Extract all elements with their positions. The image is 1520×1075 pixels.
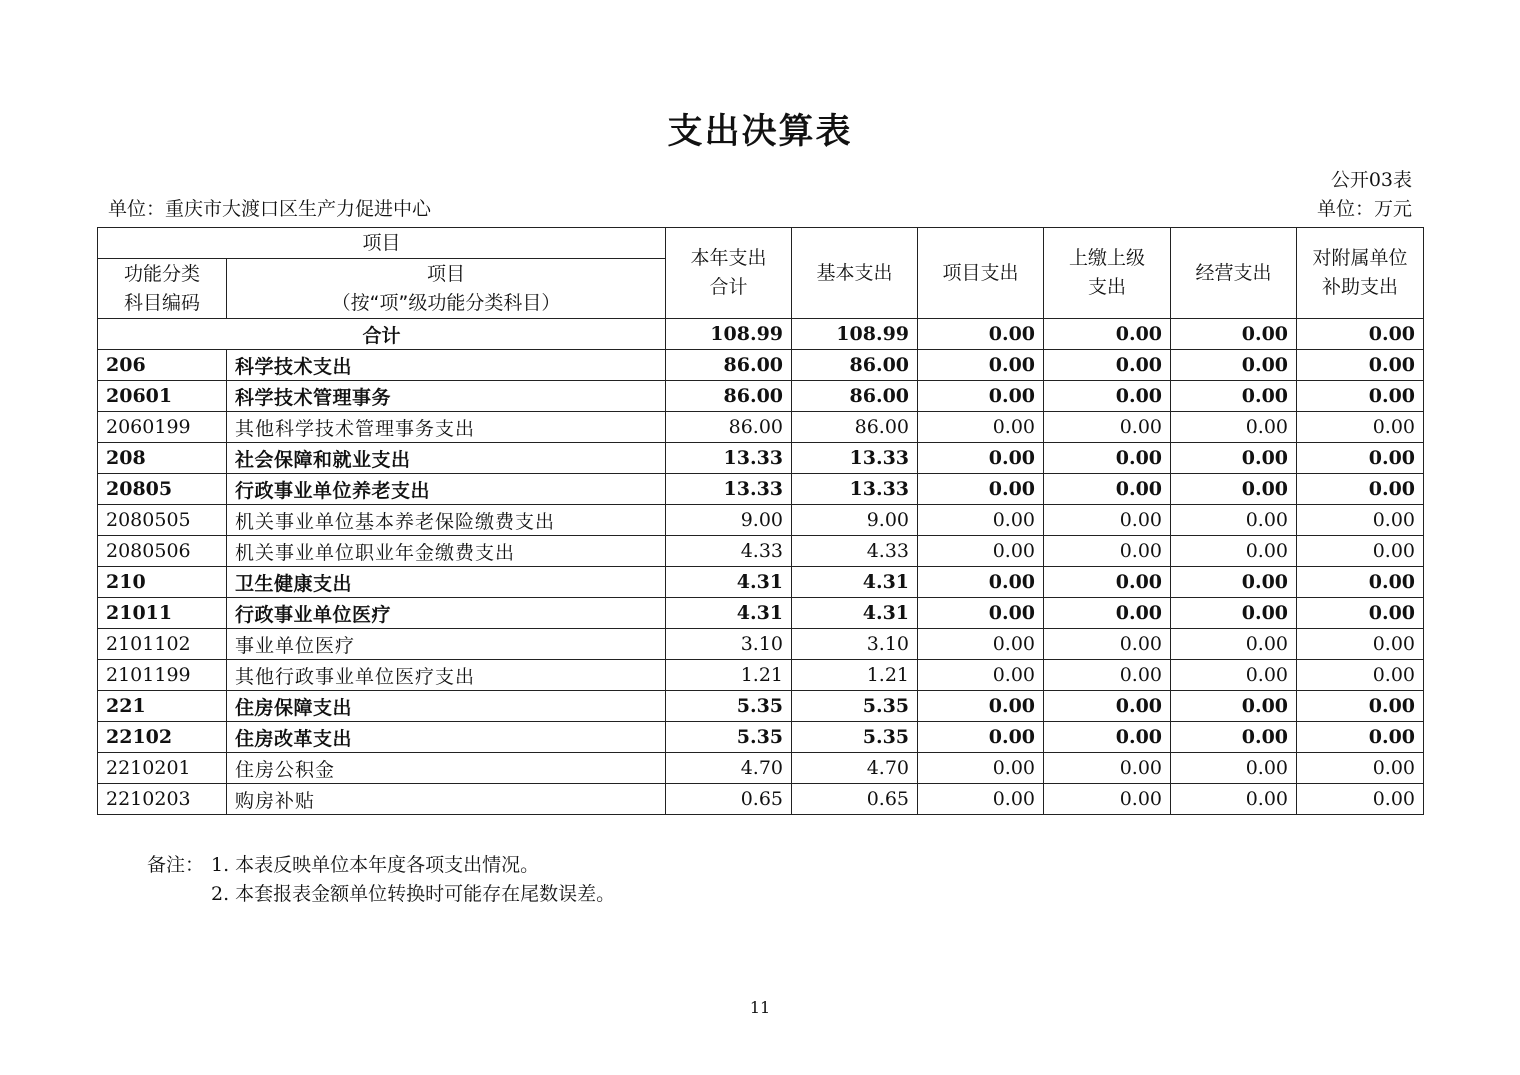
cell-total: 5.35 [666,691,792,722]
header-basic: 基本支出 [792,228,918,319]
cell-business: 0.00 [1171,412,1297,443]
cell-remit: 0.00 [1044,567,1171,598]
cell-name: 机关事业单位基本养老保险缴费支出 [227,505,666,536]
cell-subsidy: 0.00 [1297,412,1424,443]
header-business: 经营支出 [1171,228,1297,319]
header-total-line2: 合计 [709,276,748,298]
header-code-line1: 功能分类 [123,262,200,285]
cell-project: 0.00 [918,691,1044,722]
cell-subsidy: 0.00 [1297,443,1424,474]
cell-total: 4.31 [666,567,792,598]
table-row [98,474,1424,505]
cell-name: 卫生健康支出 [227,567,666,598]
header-project: 项目支出 [918,228,1044,319]
cell-code: 206 [98,350,227,381]
reporting-unit: 单位：重庆市大渡口区生产力促进中心 [108,198,432,220]
header-code-line2: 科目编码 [123,291,200,314]
cell-code: 22102 [98,722,227,753]
cell-subsidy: 0.00 [1297,598,1424,629]
cell-subsidy: 0.00 [1297,319,1424,350]
table-row [98,753,1424,784]
table-row [98,443,1424,474]
cell-code: 208 [98,443,227,474]
cell-project: 0.00 [918,660,1044,691]
cell-basic: 4.70 [792,753,918,784]
cell-total: 108.99 [666,319,792,350]
cell-code: 210 [98,567,227,598]
cell-project: 0.00 [918,412,1044,443]
cell-total: 86.00 [666,412,792,443]
cell-project: 0.00 [918,784,1044,815]
cell-code: 21011 [98,598,227,629]
table-row [98,350,1424,381]
expenditure-table [97,227,1424,815]
cell-remit: 0.00 [1044,691,1171,722]
cell-code: 2080506 [98,536,227,567]
header-total [666,228,792,319]
cell-total: 13.33 [666,443,792,474]
header-row-1 [98,228,1424,259]
header-remit [1044,228,1171,319]
cell-remit: 0.00 [1044,629,1171,660]
header-subsidy-line2: 补助支出 [1322,276,1399,298]
cell-subsidy: 0.00 [1297,660,1424,691]
cell-name: 行政事业单位养老支出 [227,474,666,505]
cell-project: 0.00 [918,629,1044,660]
notes [147,851,615,909]
cell-remit: 0.00 [1044,753,1171,784]
note-item: 2. 本套报表金额单位转换时可能存在尾数误差。 [211,883,616,905]
cell-code: 20601 [98,381,227,412]
cell-business: 0.00 [1171,474,1297,505]
cell-remit: 0.00 [1044,412,1171,443]
cell-code: 2210203 [98,784,227,815]
header-total-line1: 本年支出 [690,247,767,269]
cell-business: 0.00 [1171,784,1297,815]
cell-total: 1.21 [666,660,792,691]
cell-basic: 1.21 [792,660,918,691]
cell-name: 其他行政事业单位医疗支出 [227,660,666,691]
cell-subsidy: 0.00 [1297,350,1424,381]
cell-subsidy: 0.00 [1297,381,1424,412]
cell-subsidy: 0.00 [1297,691,1424,722]
cell-total: 5.35 [666,722,792,753]
cell-total: 9.00 [666,505,792,536]
page-number: 11 [749,998,771,1017]
cell-business: 0.00 [1171,753,1297,784]
cell-code: 221 [98,691,227,722]
table-row [98,412,1424,443]
cell-basic: 86.00 [792,350,918,381]
cell-project: 0.00 [918,722,1044,753]
cell-name: 购房补贴 [227,784,666,815]
cell-basic: 3.10 [792,629,918,660]
cell-remit: 0.00 [1044,660,1171,691]
note-item: 1. 本表反映单位本年度各项支出情况。 [211,854,540,876]
notes-label: 备注： [147,854,205,876]
cell-basic: 9.00 [792,505,918,536]
header-subsidy-line1: 对附属单位 [1312,247,1408,269]
header-name-line2: （按“项”级功能分类科目） [331,291,561,314]
cell-basic: 86.00 [792,412,918,443]
cell-project: 0.00 [918,443,1044,474]
cell-name: 社会保障和就业支出 [227,443,666,474]
cell-project: 0.00 [918,474,1044,505]
cell-business: 0.00 [1171,598,1297,629]
cell-remit: 0.00 [1044,722,1171,753]
total-row [98,319,1424,350]
cell-remit: 0.00 [1044,474,1171,505]
cell-basic: 5.35 [792,722,918,753]
cell-name: 住房保障支出 [227,691,666,722]
cell-code: 2101102 [98,629,227,660]
cell-name: 住房公积金 [227,753,666,784]
cell-business: 0.00 [1171,691,1297,722]
table-row [98,691,1424,722]
cell-project: 0.00 [918,381,1044,412]
cell-basic: 4.31 [792,567,918,598]
cell-business: 0.00 [1171,629,1297,660]
cell-business: 0.00 [1171,350,1297,381]
header-name [227,259,666,319]
cell-subsidy: 0.00 [1297,505,1424,536]
cell-basic: 13.33 [792,474,918,505]
cell-total: 4.31 [666,598,792,629]
cell-business: 0.00 [1171,536,1297,567]
cell-subsidy: 0.00 [1297,536,1424,567]
cell-basic: 0.65 [792,784,918,815]
total-label: 合计 [98,319,666,350]
cell-business: 0.00 [1171,319,1297,350]
cell-total: 4.70 [666,753,792,784]
cell-project: 0.00 [918,319,1044,350]
table-row [98,722,1424,753]
cell-project: 0.00 [918,598,1044,629]
table-row [98,598,1424,629]
cell-project: 0.00 [918,567,1044,598]
cell-code: 2210201 [98,753,227,784]
cell-total: 13.33 [666,474,792,505]
table-row [98,784,1424,815]
cell-business: 0.00 [1171,722,1297,753]
cell-name: 其他科学技术管理事务支出 [227,412,666,443]
cell-subsidy: 0.00 [1297,567,1424,598]
cell-subsidy: 0.00 [1297,629,1424,660]
cell-subsidy: 0.00 [1297,784,1424,815]
cell-remit: 0.00 [1044,443,1171,474]
cell-project: 0.00 [918,753,1044,784]
cell-remit: 0.00 [1044,598,1171,629]
header-subsidy [1297,228,1424,319]
cell-business: 0.00 [1171,505,1297,536]
cell-remit: 0.00 [1044,319,1171,350]
cell-total: 86.00 [666,350,792,381]
header-project-group: 项目 [98,228,666,259]
cell-total: 86.00 [666,381,792,412]
header-remit-line2: 支出 [1088,276,1127,298]
table-row [98,536,1424,567]
cell-total: 3.10 [666,629,792,660]
cell-code: 2060199 [98,412,227,443]
cell-name: 机关事业单位职业年金缴费支出 [227,536,666,567]
cell-basic: 86.00 [792,381,918,412]
table-row [98,629,1424,660]
header-name-line1: 项目 [427,262,466,285]
cell-name: 科学技术管理事务 [227,381,666,412]
cell-total: 0.65 [666,784,792,815]
cell-basic: 4.31 [792,598,918,629]
cell-code: 2080505 [98,505,227,536]
cell-business: 0.00 [1171,660,1297,691]
cell-remit: 0.00 [1044,784,1171,815]
cell-business: 0.00 [1171,567,1297,598]
cell-name: 行政事业单位医疗 [227,598,666,629]
cell-project: 0.00 [918,350,1044,381]
cell-business: 0.00 [1171,381,1297,412]
cell-project: 0.00 [918,505,1044,536]
cell-project: 0.00 [918,536,1044,567]
currency-unit: 单位：万元 [1316,198,1412,220]
cell-business: 0.00 [1171,443,1297,474]
table-row [98,567,1424,598]
cell-subsidy: 0.00 [1297,474,1424,505]
cell-name: 科学技术支出 [227,350,666,381]
cell-basic: 5.35 [792,691,918,722]
header-remit-line1: 上缴上级 [1069,247,1146,269]
cell-remit: 0.00 [1044,381,1171,412]
cell-remit: 0.00 [1044,536,1171,567]
cell-code: 20805 [98,474,227,505]
cell-name: 住房改革支出 [227,722,666,753]
cell-subsidy: 0.00 [1297,722,1424,753]
form-number: 公开03表 [1330,169,1412,191]
cell-basic: 108.99 [792,319,918,350]
cell-basic: 4.33 [792,536,918,567]
cell-total: 4.33 [666,536,792,567]
table-row [98,381,1424,412]
table-row [98,505,1424,536]
page-title: 支出决算表 [667,112,853,152]
cell-remit: 0.00 [1044,350,1171,381]
cell-remit: 0.00 [1044,505,1171,536]
table-row [98,660,1424,691]
cell-basic: 13.33 [792,443,918,474]
header-code [98,259,227,319]
cell-name: 事业单位医疗 [227,629,666,660]
cell-code: 2101199 [98,660,227,691]
cell-subsidy: 0.00 [1297,753,1424,784]
